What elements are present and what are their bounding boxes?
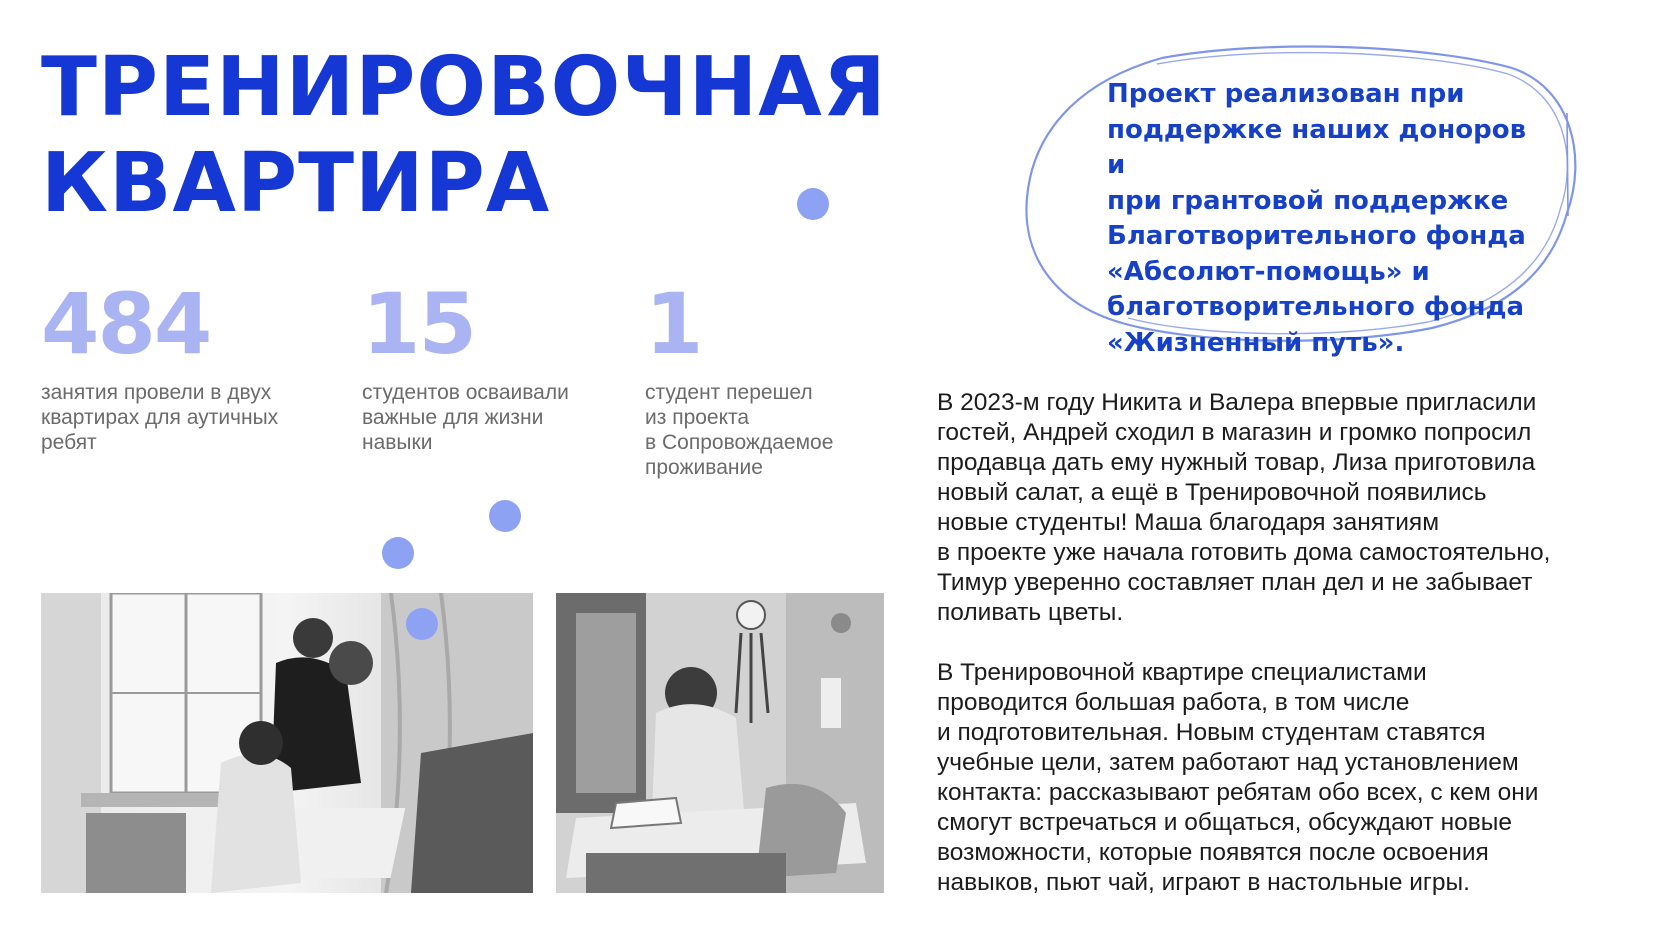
decorative-dot [382, 537, 414, 569]
stat-transferred-value: 1 [645, 275, 702, 373]
decorative-dot [489, 500, 521, 532]
stat-students [362, 275, 612, 455]
stat-lessons [41, 275, 331, 455]
students-at-table-photo [41, 593, 533, 893]
stat-transferred-caption: студент перешел из проекта в Сопровождаемое проживание [645, 381, 834, 479]
page-title [41, 40, 887, 232]
paragraph-achievements: В 2023-м году Никита и Валера впервые пригласили гостей, Андрей сходил в магазин и громко попросил продавца дать ему нужный товар, Лиза приготовила новый салат, а ещё в Тренировочной появились новые студенты! Маша благодаря занятиям в проекте уже начала готовить дома самостоятельно, Тимур уверенно составляет план дел и не забывает поливать цветы. [937, 389, 1551, 626]
stat-students-value: 15 [362, 275, 475, 373]
page-title-line-1: ТРЕНИРОВОЧНАЯ [41, 40, 887, 135]
stat-transferred [645, 275, 895, 480]
page-title-line-2: КВАРТИРА [41, 136, 551, 231]
stat-students-caption: студентов осваивали важные для жизни навыки [362, 381, 569, 454]
student-ironing-photo [556, 593, 884, 893]
decorative-dot [406, 608, 438, 640]
paragraph-work-description: В Тренировочной квартире специалистами проводится большая работа, в том числе и подготовительная. Новым студентам ставятся учебные цели, затем работают над установлением контакта: рассказывают ребятам обо всех, с кем они смогут встречаться и общаться, обсуждают новые возможности, которые появятся после освоения навыков, пьют чай, играют в настольные игры. [937, 659, 1539, 896]
support-note: Проект реализован при поддержке наших доноров и при грантовой поддержке Благотворительного фонда «Абсолют-помощь» и благотворительного фонда «Жизненный путь». [1107, 79, 1527, 358]
decorative-dot [797, 188, 829, 220]
stat-lessons-value: 484 [41, 275, 211, 373]
stat-lessons-caption: занятия провели в двух квартирах для аутичных ребят [41, 381, 279, 454]
